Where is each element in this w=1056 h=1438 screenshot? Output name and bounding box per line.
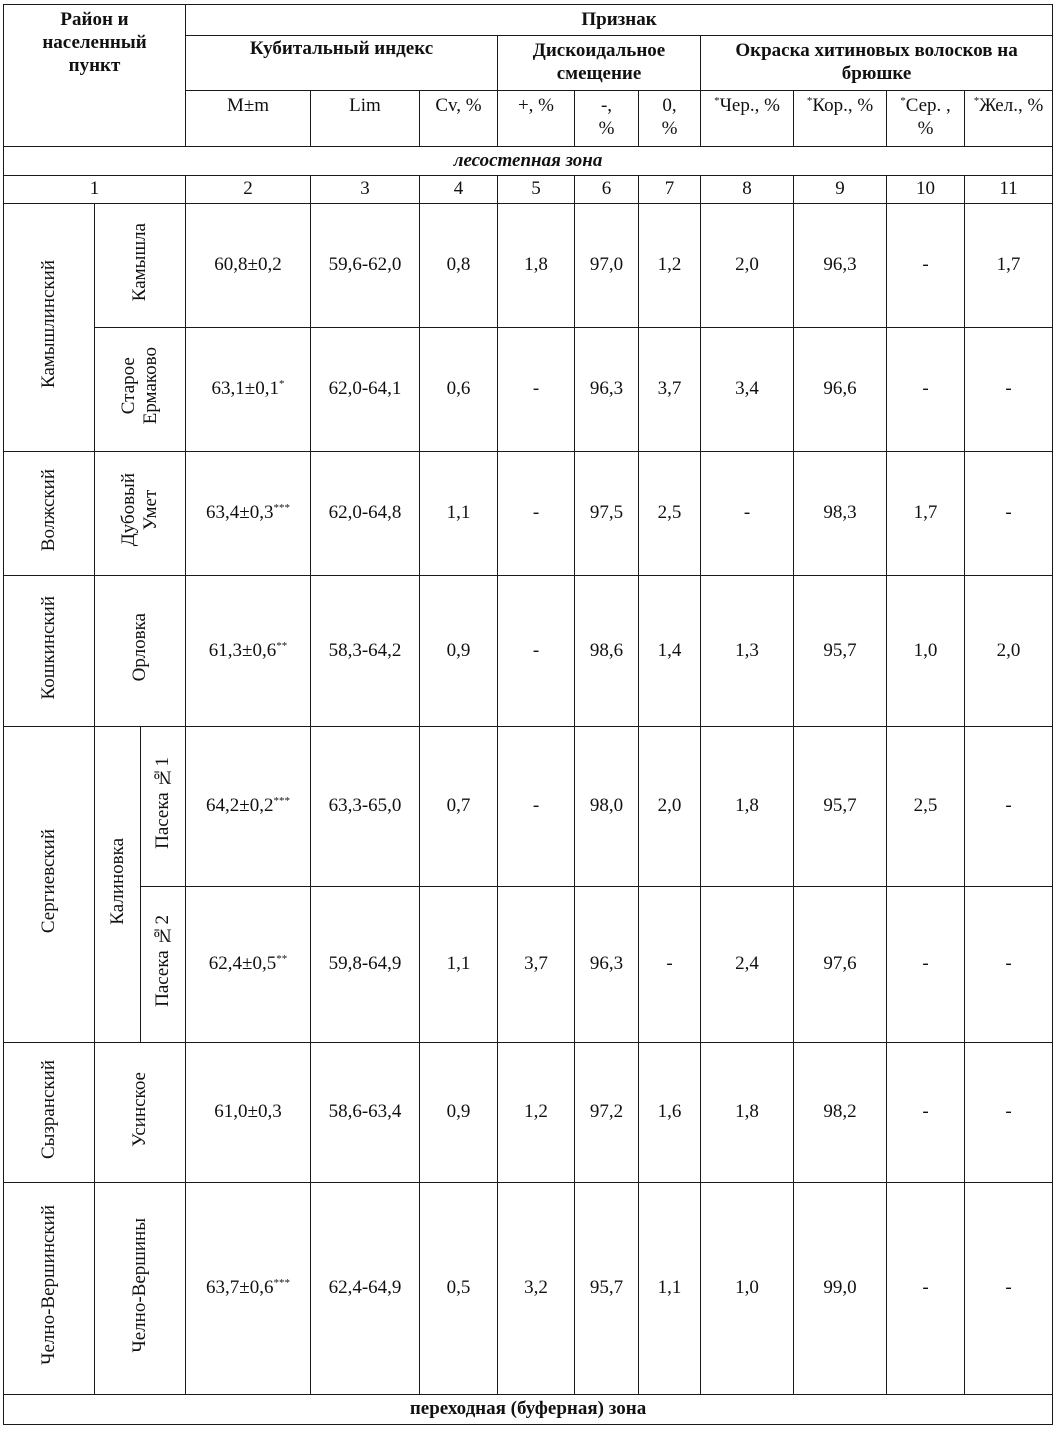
cell-yellow: - — [965, 727, 1053, 887]
mm-value: 63,4±0,3 — [206, 502, 274, 524]
cell-gray: 1,0 — [887, 576, 965, 727]
apiary-name: Пасека №1 — [152, 757, 174, 850]
apiary-name: Пасека №2 — [152, 915, 174, 1008]
col-number: 8 — [701, 176, 794, 204]
cell-lim: 58,3-64,2 — [311, 576, 420, 727]
cell-cv: 0,9 — [420, 1043, 498, 1183]
significance-mark: *** — [273, 502, 290, 515]
significance-mark: *** — [273, 1277, 290, 1290]
cell-minus: 97,2 — [575, 1043, 639, 1183]
district-cell — [4, 1043, 95, 1183]
place-cell — [95, 328, 186, 452]
col-number: 4 — [420, 176, 498, 204]
col-number: 10 — [887, 176, 965, 204]
cell-cv: 1,1 — [420, 887, 498, 1043]
cell-black: 2,4 — [701, 887, 794, 1043]
place-cell — [95, 727, 141, 1043]
col-header-black — [701, 91, 794, 147]
cell-minus: 96,3 — [575, 328, 639, 452]
district-name: Сергиевский — [38, 829, 60, 934]
cell-cv: 0,5 — [420, 1183, 498, 1395]
cell-lim: 63,3-65,0 — [311, 727, 420, 887]
district-name: Кошкинский — [38, 595, 60, 700]
place-name: Орловка — [129, 613, 151, 682]
cell-lim: 62,0-64,1 — [311, 328, 420, 452]
place-cell — [95, 452, 186, 576]
cell-cv: 0,6 — [420, 328, 498, 452]
cell-black: - — [701, 452, 794, 576]
district-name: Сызранский — [38, 1059, 60, 1159]
cell-yellow: 2,0 — [965, 576, 1053, 727]
cell-lim: 58,6-63,4 — [311, 1043, 420, 1183]
cell-yellow: - — [965, 1183, 1053, 1395]
mm-value: 64,2±0,2 — [206, 795, 274, 817]
header-coloring-text: Окраска хитиновых волосков на брюшке — [735, 40, 1018, 84]
col-header-lim — [311, 91, 420, 147]
cell-yellow: - — [965, 887, 1053, 1043]
district-cell — [4, 452, 95, 576]
mm-value: 60,8±0,2 — [214, 254, 282, 276]
place-name-line1: Старое — [118, 357, 140, 415]
cell-zero: 1,6 — [639, 1043, 701, 1183]
header-feature: Признак — [186, 5, 1053, 36]
cell-brown: 99,0 — [794, 1183, 887, 1395]
cell-mm — [186, 1183, 311, 1395]
cell-minus: 95,7 — [575, 1183, 639, 1395]
district-cell — [4, 727, 95, 1043]
col-lim-text: Lim — [349, 95, 381, 116]
significance-mark: *** — [273, 795, 290, 808]
cell-cv: 0,7 — [420, 727, 498, 887]
place-cell — [95, 1183, 186, 1395]
cell-plus: - — [498, 576, 575, 727]
district-cell — [4, 204, 95, 452]
cell-black: 1,0 — [701, 1183, 794, 1395]
cell-brown: 98,3 — [794, 452, 887, 576]
place-name: Калиновка — [106, 837, 128, 925]
cell-yellow: 1,7 — [965, 204, 1053, 328]
cell-gray: - — [887, 1043, 965, 1183]
cell-mm — [186, 887, 311, 1043]
zone-transitional: переходная (буферная) зона — [4, 1395, 1053, 1425]
star-mark: * — [973, 95, 980, 107]
col-header-zero — [639, 91, 701, 147]
subplace-cell — [141, 887, 186, 1043]
cell-brown: 98,2 — [794, 1043, 887, 1183]
district-name: Волжский — [38, 469, 60, 552]
district-cell — [4, 576, 95, 727]
data-table — [3, 4, 1053, 1425]
cell-plus: - — [498, 452, 575, 576]
cell-plus: 3,7 — [498, 887, 575, 1043]
table-row — [4, 727, 1053, 887]
place-name-line2: Ермаково — [140, 347, 161, 425]
header-cubital-text: Кубитальный индекс — [249, 38, 434, 59]
zone-forest-steppe: лесостепная зона — [4, 147, 1053, 176]
cell-minus: 97,5 — [575, 452, 639, 576]
mm-value: 61,0±0,3 — [214, 1101, 282, 1123]
cell-black: 2,0 — [701, 204, 794, 328]
cell-zero: - — [639, 887, 701, 1043]
mm-value: 61,3±0,6 — [208, 639, 277, 661]
col-zero-text: 0, % — [661, 95, 678, 139]
col-brown-text: Кор., % — [812, 95, 874, 116]
district-name: Челно-Вершинский — [38, 1205, 60, 1366]
district-name: Камышлинский — [38, 260, 60, 389]
mm-value: 63,1±0,1 — [211, 378, 279, 400]
place-name: Камышла — [129, 223, 151, 302]
col-cv-text: Cv, % — [435, 95, 482, 116]
cell-zero: 2,5 — [639, 452, 701, 576]
col-number: 2 — [186, 176, 311, 204]
col-header-cv — [420, 91, 498, 147]
star-mark: * — [806, 95, 813, 107]
table-row — [4, 204, 1053, 328]
cell-zero: 1,2 — [639, 204, 701, 328]
cell-gray: - — [887, 1183, 965, 1395]
cell-gray: 2,5 — [887, 727, 965, 887]
district-cell — [4, 1183, 95, 1395]
star-mark: * — [900, 95, 906, 107]
col-number: 9 — [794, 176, 887, 204]
cell-black: 3,4 — [701, 328, 794, 452]
col-header-mm — [186, 91, 311, 147]
cell-mm — [186, 727, 311, 887]
table-row — [4, 452, 1053, 576]
cell-cv: 1,1 — [420, 452, 498, 576]
place-name-line2: Умет — [140, 489, 161, 531]
col-plus-text: +, % — [517, 95, 555, 116]
col-number: 5 — [498, 176, 575, 204]
cell-zero: 2,0 — [639, 727, 701, 887]
cell-zero: 1,4 — [639, 576, 701, 727]
cell-gray: - — [887, 204, 965, 328]
table-row — [4, 887, 1053, 1043]
header-district-text: Район и населенный пункт — [42, 9, 147, 76]
place-cell — [95, 1043, 186, 1183]
significance-mark: ** — [276, 953, 288, 966]
significance-mark: * — [278, 378, 285, 391]
col-mm-text: M±m — [226, 95, 270, 116]
cell-brown: 96,6 — [794, 328, 887, 452]
cell-mm — [186, 576, 311, 727]
col-black-text: Чер., % — [719, 95, 780, 116]
col-number: 11 — [965, 176, 1053, 204]
cell-lim: 62,4-64,9 — [311, 1183, 420, 1395]
cell-minus: 98,6 — [575, 576, 639, 727]
table-row — [4, 1183, 1053, 1395]
cell-mm — [186, 204, 311, 328]
place-name-line1: Дубовый — [118, 473, 140, 547]
cell-yellow: - — [965, 452, 1053, 576]
cell-yellow: - — [965, 1043, 1053, 1183]
cell-plus: 3,2 — [498, 1183, 575, 1395]
cell-gray: - — [887, 328, 965, 452]
cell-gray: 1,7 — [887, 452, 965, 576]
cell-plus: 1,2 — [498, 1043, 575, 1183]
place-name — [118, 347, 162, 424]
col-number: 6 — [575, 176, 639, 204]
cell-gray: - — [887, 887, 965, 1043]
cell-lim: 59,6-62,0 — [311, 204, 420, 328]
cell-yellow: - — [965, 328, 1053, 452]
cell-mm — [186, 328, 311, 452]
table-row — [4, 1043, 1053, 1183]
cell-cv: 0,9 — [420, 576, 498, 727]
place-name — [118, 473, 162, 546]
place-name: Челно-Вершины — [129, 1217, 151, 1353]
col-number: 7 — [639, 176, 701, 204]
cell-plus: - — [498, 727, 575, 887]
cell-black: 1,8 — [701, 727, 794, 887]
cell-minus: 97,0 — [575, 204, 639, 328]
header-discoidal-shift — [498, 36, 701, 91]
cell-cv: 0,8 — [420, 204, 498, 328]
cell-zero: 1,1 — [639, 1183, 701, 1395]
significance-mark: ** — [276, 639, 288, 652]
mm-value: 63,7±0,6 — [206, 1277, 274, 1299]
cell-plus: 1,8 — [498, 204, 575, 328]
mm-value: 62,4±0,5 — [208, 953, 277, 975]
col-header-gray — [887, 91, 965, 147]
cell-mm — [186, 452, 311, 576]
subplace-cell — [141, 727, 186, 887]
cell-minus: 98,0 — [575, 727, 639, 887]
col-yellow-text: Жел., % — [979, 95, 1044, 116]
cell-minus: 96,3 — [575, 887, 639, 1043]
cell-brown: 97,6 — [794, 887, 887, 1043]
cell-plus: - — [498, 328, 575, 452]
header-district — [4, 5, 186, 147]
header-hair-coloring — [701, 36, 1053, 91]
cell-zero: 3,7 — [639, 328, 701, 452]
col-header-plus — [498, 91, 575, 147]
cell-lim: 59,8-64,9 — [311, 887, 420, 1043]
cell-black: 1,3 — [701, 576, 794, 727]
place-cell — [95, 204, 186, 328]
cell-brown: 95,7 — [794, 727, 887, 887]
col-minus-text: -, % — [598, 95, 615, 139]
col-header-yellow — [965, 91, 1053, 147]
table-row — [4, 328, 1053, 452]
cell-black: 1,8 — [701, 1043, 794, 1183]
cell-mm — [186, 1043, 311, 1183]
col-number: 1 — [4, 176, 186, 204]
col-gray-text: Сер. , % — [905, 95, 951, 139]
header-discoidal-text: Дискоидальное смещение — [532, 40, 666, 84]
cell-brown: 96,3 — [794, 204, 887, 328]
col-number: 3 — [311, 176, 420, 204]
col-header-brown — [794, 91, 887, 147]
header-cubital-index — [186, 36, 498, 91]
place-cell — [95, 576, 186, 727]
place-name: Усинское — [129, 1071, 151, 1147]
cell-lim: 62,0-64,8 — [311, 452, 420, 576]
star-mark: * — [714, 95, 720, 107]
col-header-minus — [575, 91, 639, 147]
cell-brown: 95,7 — [794, 576, 887, 727]
table-row — [4, 576, 1053, 727]
